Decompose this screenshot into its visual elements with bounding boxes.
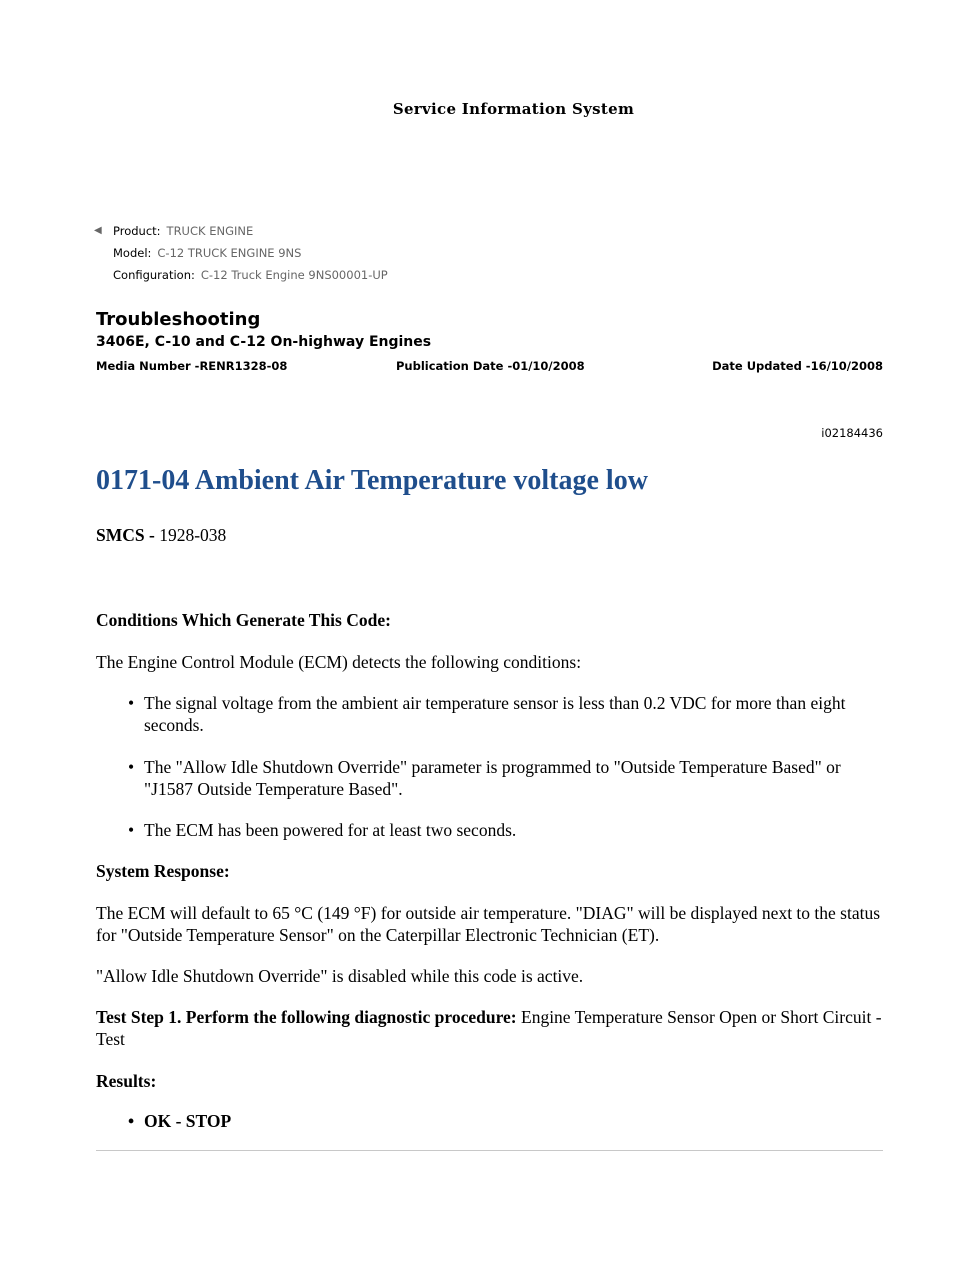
model-value: C-12 TRUCK ENGINE 9NS: [157, 246, 302, 260]
list-item: [128, 756, 888, 800]
model-row: [96, 246, 301, 260]
page-title: 0171-04 Ambient Air Temperature voltage low: [96, 465, 648, 496]
configuration-label: Configuration:: [113, 268, 195, 282]
model-label: Model:: [113, 246, 152, 260]
date-updated: Date Updated -16/10/2008: [712, 359, 883, 373]
test-step-1: [96, 1006, 886, 1050]
configuration-value: C-12 Truck Engine 9NS00001-UP: [200, 268, 388, 282]
list-item: [128, 819, 888, 841]
response-paragraph-1: The ECM will default to 65 °C (149 °F) for outside air temperature. "DIAG" will be displayed next to the status for "Outside Temperature Sensor" on the Caterpillar Electronic Technician (ET).: [96, 903, 881, 945]
test-step-label: Test Step 1. Perform the following diagnostic procedure:: [96, 1007, 517, 1027]
publication-date: Publication Date -01/10/2008: [396, 359, 585, 373]
bullet-icon: •: [128, 757, 135, 777]
publication-info: [96, 359, 883, 373]
results-heading: Results:: [96, 1071, 157, 1091]
response-heading: System Response:: [96, 861, 230, 881]
divider: [96, 1150, 883, 1151]
list-item: [128, 1110, 888, 1132]
document-id: i02184436: [821, 426, 883, 440]
bullet-icon: •: [128, 1111, 135, 1131]
bullet-icon: •: [128, 693, 135, 713]
product-row: [96, 224, 253, 238]
list-item: [128, 692, 888, 736]
test-step-text: Engine Temperature Sensor Open or Short Circuit - Test: [96, 1007, 882, 1049]
smcs-value: 1928-038: [154, 525, 227, 545]
product-label: Product:: [113, 224, 161, 238]
condition-text: The "Allow Idle Shutdown Override" parameter is programmed to "Outside Temperature Based" or "J1587 Outside Temperature Based".: [144, 757, 841, 799]
smcs-label: SMCS -: [96, 525, 155, 545]
condition-text: The ECM has been powered for at least two seconds.: [144, 820, 517, 840]
product-value: TRUCK ENGINE: [166, 224, 254, 238]
configuration-row: [96, 268, 388, 282]
conditions-intro: The Engine Control Module (ECM) detects the following conditions:: [96, 652, 582, 672]
condition-text: The signal voltage from the ambient air temperature sensor is less than 0.2 VDC for more than eight seconds.: [144, 693, 846, 735]
bullet-icon: •: [128, 820, 135, 840]
document-subtitle: 3406E, C-10 and C-12 On-highway Engines: [96, 334, 432, 350]
system-title: Service Information System: [392, 100, 635, 118]
conditions-heading: Conditions Which Generate This Code:: [96, 610, 391, 630]
result-text: OK - STOP: [144, 1111, 232, 1131]
document-type: Troubleshooting: [96, 309, 261, 330]
media-number: Media Number -RENR1328-08: [96, 359, 288, 373]
response-paragraph-2: "Allow Idle Shutdown Override" is disabled while this code is active.: [96, 966, 584, 986]
smcs-line: [96, 524, 886, 546]
collapse-arrow-icon[interactable]: ◀: [94, 225, 102, 236]
